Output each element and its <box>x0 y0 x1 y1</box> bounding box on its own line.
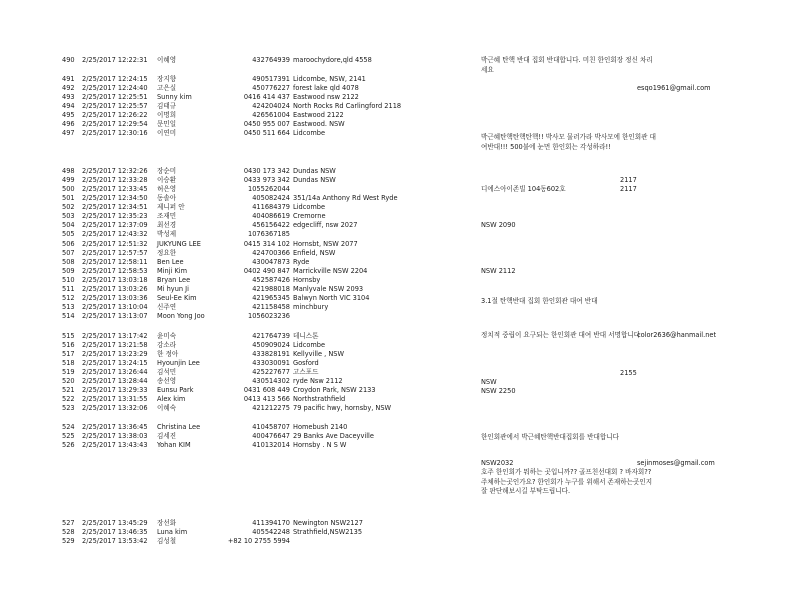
signer-name: 김석민 <box>157 368 177 376</box>
row-number: 505 <box>62 230 75 238</box>
row-number: 499 <box>62 176 75 184</box>
signer-name: JUKYUNG LEE <box>157 240 201 248</box>
address: North Rocks Rd Carlingford 2118 <box>293 102 402 110</box>
timestamp: 2/25/2017 12:32:26 <box>82 167 148 175</box>
comment: 박근혜 탄핵 반대 집회 반대합니다. 미친 한인회장 정신 차리세요 <box>481 56 653 74</box>
row-number: 529 <box>62 537 75 545</box>
table-row <box>0 240 792 249</box>
phone-number: 411684379 <box>252 203 290 211</box>
address: forest lake qld 4078 <box>293 84 359 92</box>
timestamp: 2/25/2017 13:29:33 <box>82 386 148 394</box>
address: Strathfield,NSW2135 <box>293 528 363 536</box>
comment: NSW 2112 <box>481 267 516 275</box>
phone-number: 424700366 <box>252 249 290 257</box>
address: Hornsby . N S W <box>293 441 347 449</box>
signer-name: 최선경 <box>157 221 177 229</box>
timestamp: 2/25/2017 12:26:22 <box>82 111 148 119</box>
phone-number: 421764739 <box>252 332 290 340</box>
signer-name: 이승환 <box>157 176 177 184</box>
phone-number: 450909024 <box>252 341 290 349</box>
timestamp: 2/25/2017 12:51:32 <box>82 240 148 248</box>
table-row <box>0 176 792 185</box>
timestamp: 2/25/2017 13:45:29 <box>82 519 148 527</box>
signer-name: 문민일 <box>157 120 177 128</box>
signer-name: Seul-Ee Kim <box>157 294 197 302</box>
row-number: 526 <box>62 441 75 449</box>
address: Lidcombe <box>293 341 326 349</box>
signer-name: 이연미 <box>157 129 177 137</box>
table-row <box>0 404 792 413</box>
postcode: 2117 <box>620 185 637 193</box>
signer-name: Christina Lee <box>157 423 201 431</box>
row-number: 517 <box>62 350 75 358</box>
table-row <box>0 212 792 221</box>
timestamp: 2/25/2017 12:57:57 <box>82 249 148 257</box>
phone-number: 1056023236 <box>248 312 290 320</box>
signer-name: Luna kim <box>157 528 188 536</box>
timestamp: 2/25/2017 13:03:26 <box>82 285 148 293</box>
table-row <box>0 285 792 294</box>
address: Lidcombe <box>293 203 326 211</box>
table-row <box>0 423 792 432</box>
table-row <box>0 221 792 230</box>
address: Manlyvale NSW 2093 <box>293 285 364 293</box>
signer-name: Mi hyun Ji <box>157 285 189 293</box>
address: Ryde <box>293 258 310 266</box>
row-number: 503 <box>62 212 75 220</box>
timestamp: 2/25/2017 12:58:11 <box>82 258 148 266</box>
address: Homebush 2140 <box>293 423 348 431</box>
timestamp: 2/25/2017 13:17:42 <box>82 332 148 340</box>
phone-number: 410132014 <box>252 441 290 449</box>
row-number: 527 <box>62 519 75 527</box>
timestamp: 2/25/2017 13:53:42 <box>82 537 148 545</box>
table-row <box>0 120 792 129</box>
phone-number: 450776227 <box>252 84 290 92</box>
timestamp: 2/25/2017 12:35:23 <box>82 212 148 220</box>
signer-name: Eunsu Park <box>157 386 194 394</box>
signer-name: 강소라 <box>157 341 177 349</box>
phone-number: 421158458 <box>252 303 290 311</box>
phone-number: 490517391 <box>252 75 290 83</box>
timestamp: 2/25/2017 13:28:44 <box>82 377 148 385</box>
signer-name: Alex kim <box>157 395 186 403</box>
comment: 정치적 중립이 요구되는 한인회관 대여 반대 서명합니다 <box>481 331 641 339</box>
row-number: 490 <box>62 56 75 64</box>
address: Eastwood nsw 2122 <box>293 93 359 101</box>
table-row <box>0 56 792 65</box>
address: ryde Nsw 2112 <box>293 377 343 385</box>
timestamp: 2/25/2017 13:21:58 <box>82 341 148 349</box>
table-row <box>0 386 792 395</box>
comment: NSW2032 <box>481 459 514 467</box>
table-row <box>0 441 792 450</box>
timestamp: 2/25/2017 13:10:04 <box>82 303 148 311</box>
address: Balwyn North VIC 3104 <box>293 294 370 302</box>
row-number: 501 <box>62 194 75 202</box>
signer-name: Hyounjin Lee <box>157 359 200 367</box>
email: esqo1961@gmail.com <box>637 84 711 92</box>
address: 29 Banks Ave Daceyville <box>293 432 374 440</box>
phone-number: 410458707 <box>252 423 290 431</box>
row-number: 512 <box>62 294 75 302</box>
address: Eastwood. NSW <box>293 120 345 128</box>
signer-name: 장순미 <box>157 167 177 175</box>
row-number: 508 <box>62 258 75 266</box>
table-row <box>0 258 792 267</box>
table-row <box>0 276 792 285</box>
row-number: 518 <box>62 359 75 367</box>
row-number: 494 <box>62 102 75 110</box>
row-number: 511 <box>62 285 75 293</box>
comment: NSW 2250 <box>481 387 516 395</box>
table-row <box>0 167 792 176</box>
row-number: 497 <box>62 129 75 137</box>
timestamp: 2/25/2017 13:03:18 <box>82 276 148 284</box>
timestamp: 2/25/2017 13:31:55 <box>82 395 148 403</box>
address: Marrickville NSW 2204 <box>293 267 368 275</box>
row-number: 496 <box>62 120 75 128</box>
address: Dundas NSW <box>293 176 336 184</box>
table-row <box>0 102 792 111</box>
address: Gosford <box>293 359 319 367</box>
signer-name: 정요한 <box>157 249 177 257</box>
row-number: 514 <box>62 312 75 320</box>
row-number: 495 <box>62 111 75 119</box>
table-row <box>0 368 792 377</box>
signer-name: 윤미숙 <box>157 332 177 340</box>
comment: 디에스아이존빌 104동602호 <box>481 185 566 193</box>
phone-number: 424204024 <box>252 102 290 110</box>
table-row <box>0 294 792 303</box>
table-row <box>0 267 792 276</box>
table-row <box>0 359 792 368</box>
address: 데니스톤 <box>293 332 319 340</box>
timestamp: 2/25/2017 12:29:54 <box>82 120 148 128</box>
email: sejinmoses@gmail.com <box>637 459 715 467</box>
signer-name: 이혜영 <box>157 56 177 64</box>
address: Lidcombe, NSW, 2141 <box>293 75 366 83</box>
row-number: 516 <box>62 341 75 349</box>
row-number: 491 <box>62 75 75 83</box>
address: Eastwood 2122 <box>293 111 344 119</box>
phone-number: 0431 608 449 <box>243 386 290 394</box>
signer-name: 박성제 <box>157 230 177 238</box>
table-row <box>0 93 792 102</box>
address: Hornsbt, NSW 2077 <box>293 240 358 248</box>
timestamp: 2/25/2017 12:24:40 <box>82 84 148 92</box>
timestamp: 2/25/2017 13:03:36 <box>82 294 148 302</box>
email: color2636@hanmail.net <box>637 331 717 339</box>
address: 79 pacific hwy, hornsby, NSW <box>293 404 392 412</box>
comment: 한인회관에서 박근혜탄핵반대집회를 반대합니다 <box>481 433 619 441</box>
phone-number: 421988018 <box>252 285 290 293</box>
row-number: 520 <box>62 377 75 385</box>
postcode: 2155 <box>620 369 637 377</box>
table-row <box>0 203 792 212</box>
timestamp: 2/25/2017 12:37:09 <box>82 221 148 229</box>
row-number: 500 <box>62 185 75 193</box>
phone-number: 425227677 <box>252 368 290 376</box>
phone-number: 400476647 <box>252 432 290 440</box>
table-row <box>0 519 792 528</box>
signer-name: 동솔아 <box>157 194 177 202</box>
signer-name: 한 정아 <box>157 350 179 358</box>
address: 고스포드 <box>293 368 319 376</box>
signer-name: Minji Kim <box>157 267 188 275</box>
phone-number: 433030091 <box>252 359 290 367</box>
row-number: 519 <box>62 368 75 376</box>
address: Hornsby <box>293 276 321 284</box>
phone-number: 1076367185 <box>248 230 290 238</box>
row-number: 523 <box>62 404 75 412</box>
row-number: 528 <box>62 528 75 536</box>
signer-name: 제니퍼 안 <box>157 203 185 211</box>
row-number: 524 <box>62 423 75 431</box>
row-number: 521 <box>62 386 75 394</box>
table-row <box>0 312 792 321</box>
address: Dundas NSW <box>293 167 336 175</box>
phone-number: 0413 413 566 <box>243 395 290 403</box>
phone-number: 0402 490 847 <box>243 267 290 275</box>
phone-number: 0430 173 342 <box>243 167 290 175</box>
comment: NSW 2090 <box>481 221 516 229</box>
address: Enfield, NSW <box>293 249 336 257</box>
row-number: 493 <box>62 93 75 101</box>
phone-number: 421965345 <box>252 294 290 302</box>
row-number: 515 <box>62 332 75 340</box>
table-row <box>0 377 792 386</box>
comment: 박근혜탄핵탄핵탄핵!! 박사모 물러가라 박사모에 한인회관 대여반대!!! 500불에 눈먼 한인회는 각성하라!! <box>481 133 657 151</box>
timestamp: 2/25/2017 13:23:29 <box>82 350 148 358</box>
signer-name: Bryan Lee <box>157 276 191 284</box>
timestamp: 2/25/2017 12:33:45 <box>82 185 148 193</box>
address: Northstrathfield <box>293 395 346 403</box>
row-number: 525 <box>62 432 75 440</box>
timestamp: 2/25/2017 12:25:57 <box>82 102 148 110</box>
address: 351/14a Anthony Rd West Ryde <box>293 194 398 202</box>
table-row <box>0 249 792 258</box>
signer-name: 장지향 <box>157 75 177 83</box>
timestamp: 2/25/2017 13:36:45 <box>82 423 148 431</box>
table-row <box>0 230 792 239</box>
row-number: 509 <box>62 267 75 275</box>
row-number: 522 <box>62 395 75 403</box>
timestamp: 2/25/2017 12:22:31 <box>82 56 148 64</box>
phone-number: 0450 955 007 <box>243 120 290 128</box>
table-row <box>0 303 792 312</box>
row-number: 492 <box>62 84 75 92</box>
address: Kellyville , NSW <box>293 350 344 358</box>
row-number: 502 <box>62 203 75 211</box>
signer-name: 김성철 <box>157 537 177 545</box>
timestamp: 2/25/2017 13:38:03 <box>82 432 148 440</box>
phone-number: 0450 511 664 <box>243 129 290 137</box>
table-row <box>0 537 792 546</box>
postcode: 2117 <box>620 176 637 184</box>
address: Croydon Park, NSW 2133 <box>293 386 376 394</box>
phone-number: 426561004 <box>252 111 290 119</box>
signer-name: 김세진 <box>157 432 177 440</box>
timestamp: 2/25/2017 12:34:51 <box>82 203 148 211</box>
address: Cremorne <box>293 212 326 220</box>
signer-name: 장선화 <box>157 519 177 527</box>
timestamp: 2/25/2017 12:33:28 <box>82 176 148 184</box>
signer-name: 이혜숙 <box>157 404 177 412</box>
signer-name: 조재민 <box>157 212 177 220</box>
signer-name: 김태규 <box>157 102 177 110</box>
address: Newington NSW2127 <box>293 519 363 527</box>
phone-number: 0433 973 342 <box>243 176 290 184</box>
timestamp: 2/25/2017 13:46:35 <box>82 528 148 536</box>
signer-name: 고은실 <box>157 84 177 92</box>
phone-number: 411394170 <box>252 519 290 527</box>
timestamp: 2/25/2017 12:58:53 <box>82 267 148 275</box>
table-row <box>0 75 792 84</box>
signer-name: Ben Lee <box>157 258 184 266</box>
timestamp: 2/25/2017 13:26:44 <box>82 368 148 376</box>
table-row <box>0 111 792 120</box>
timestamp: 2/25/2017 13:13:07 <box>82 312 148 320</box>
table-row <box>0 194 792 203</box>
comment: NSW <box>481 378 497 386</box>
row-number: 507 <box>62 249 75 257</box>
signer-name: Moon Yong Joo <box>157 312 205 320</box>
table-row <box>0 129 792 138</box>
signer-name: 신주연 <box>157 303 177 311</box>
phone-number: 404086619 <box>252 212 290 220</box>
signer-name: 이명희 <box>157 111 177 119</box>
timestamp: 2/25/2017 12:30:16 <box>82 129 148 137</box>
timestamp: 2/25/2017 13:32:06 <box>82 404 148 412</box>
table-row <box>0 432 792 441</box>
signer-name: Sunny kim <box>157 93 192 101</box>
timestamp: 2/25/2017 12:24:15 <box>82 75 148 83</box>
timestamp: 2/25/2017 13:43:43 <box>82 441 148 449</box>
signer-name: Yohan KIM <box>157 441 191 449</box>
row-number: 498 <box>62 167 75 175</box>
phone-number: 1055262044 <box>248 185 290 193</box>
phone-number: 433828191 <box>252 350 290 358</box>
comment: 호주 한인회가 뭐하는 곳입니까?? 골프친선대회 ? 바자회?? 주체하는곳인가요? 한인회가 누구를 위해서 존재하는곳인지 잘 판단해보시길 부탁드립니다. <box>481 468 653 495</box>
row-number: 510 <box>62 276 75 284</box>
row-number: 506 <box>62 240 75 248</box>
table-row <box>0 341 792 350</box>
timestamp: 2/25/2017 12:25:51 <box>82 93 148 101</box>
phone-number: 430047873 <box>252 258 290 266</box>
phone-number: 421212275 <box>252 404 290 412</box>
phone-number: 432764939 <box>252 56 290 64</box>
phone-number: 452587426 <box>252 276 290 284</box>
timestamp: 2/25/2017 13:24:15 <box>82 359 148 367</box>
row-number: 504 <box>62 221 75 229</box>
phone-number: 405542248 <box>252 528 290 536</box>
phone-number: 0416 414 437 <box>243 93 290 101</box>
table-row <box>0 395 792 404</box>
address: edgecliff, nsw 2027 <box>293 221 358 229</box>
signer-name: 송선영 <box>157 377 177 385</box>
phone-number: 430514302 <box>252 377 290 385</box>
table-row <box>0 528 792 537</box>
signer-name: 허은영 <box>157 185 177 193</box>
phone-number: +82 10 2755 5994 <box>227 537 290 545</box>
phone-number: 456156422 <box>252 221 290 229</box>
comment: 3.1절 탄핵반대 집회 한인회관 대여 반대 <box>481 297 598 305</box>
timestamp: 2/25/2017 12:34:50 <box>82 194 148 202</box>
table-row <box>0 185 792 194</box>
timestamp: 2/25/2017 12:43:32 <box>82 230 148 238</box>
address: Lidcombe <box>293 129 326 137</box>
row-number: 513 <box>62 303 75 311</box>
address: minchbury <box>293 303 329 311</box>
address: maroochydore,qld 4558 <box>293 56 372 64</box>
phone-number: 0415 314 102 <box>243 240 290 248</box>
phone-number: 405082424 <box>252 194 290 202</box>
table-row <box>0 350 792 359</box>
